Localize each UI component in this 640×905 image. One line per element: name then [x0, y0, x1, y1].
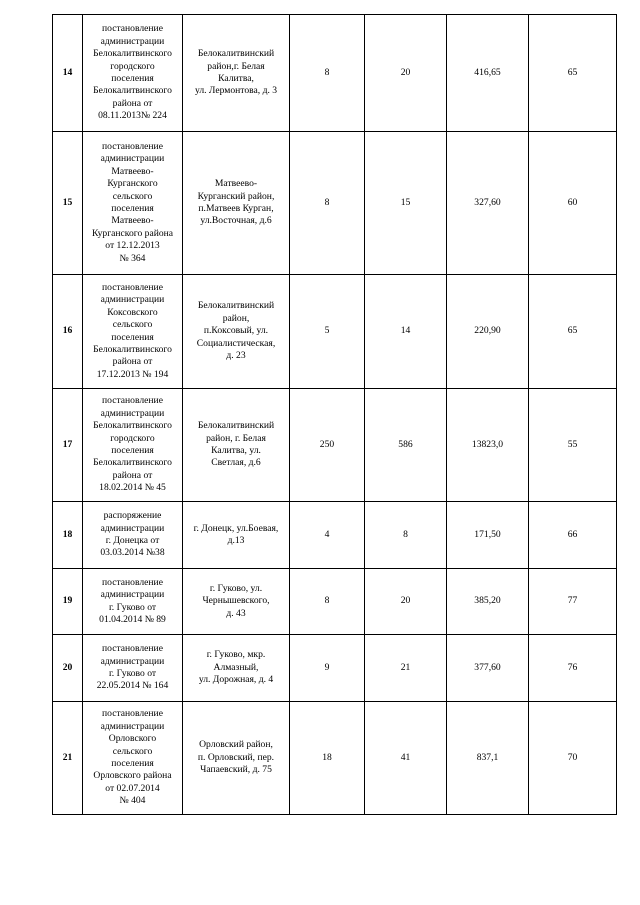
- row-number: 21: [53, 702, 83, 815]
- document-ref: постановление администрации Коксовского сельского поселения Белокалитвинского района от 17.12.2013 № 194: [83, 275, 183, 389]
- address: г. Донецк, ул.Боевая, д.13: [183, 502, 290, 569]
- area: 13823,0: [447, 389, 529, 502]
- table-row: [53, 132, 617, 275]
- row-number: 18: [53, 502, 83, 569]
- count-2: 21: [365, 635, 447, 702]
- address: г. Гуково, мкр. Алмазный, ул. Дорожная, д. 4: [183, 635, 290, 702]
- table-row: [53, 502, 617, 569]
- address: Матвеево- Курганский район, п.Матвеев Курган, ул.Восточная, д.6: [183, 132, 290, 275]
- percent: 65: [529, 275, 617, 389]
- document-ref: постановление администрации Орловского сельского поселения Орловского района от 02.07.2014 № 404: [83, 702, 183, 815]
- address: Белокалитвинский район, п.Коксовый, ул. Социалистическая, д. 23: [183, 275, 290, 389]
- count-1: 9: [290, 635, 365, 702]
- table-row: [53, 275, 617, 389]
- row-number: 20: [53, 635, 83, 702]
- count-2: 20: [365, 15, 447, 132]
- table-row: [53, 702, 617, 815]
- percent: 66: [529, 502, 617, 569]
- percent: 55: [529, 389, 617, 502]
- count-2: 20: [365, 569, 447, 635]
- table-row: [53, 389, 617, 502]
- area: 171,50: [447, 502, 529, 569]
- document-ref: распоряжение администрации г. Донецка от 03.03.2014 №38: [83, 502, 183, 569]
- address: Белокалитвинский район,г. Белая Калитва, ул. Лермонтова, д. 3: [183, 15, 290, 132]
- count-2: 41: [365, 702, 447, 815]
- address: Белокалитвинский район, г. Белая Калитва, ул. Светлая, д.6: [183, 389, 290, 502]
- address: г. Гуково, ул. Чернышевского, д. 43: [183, 569, 290, 635]
- count-2: 15: [365, 132, 447, 275]
- count-1: 8: [290, 569, 365, 635]
- row-number: 19: [53, 569, 83, 635]
- area: 385,20: [447, 569, 529, 635]
- count-1: 8: [290, 132, 365, 275]
- area: 837,1: [447, 702, 529, 815]
- count-2: 586: [365, 389, 447, 502]
- table-row: [53, 635, 617, 702]
- row-number: 15: [53, 132, 83, 275]
- count-1: 250: [290, 389, 365, 502]
- row-number: 16: [53, 275, 83, 389]
- row-number: 17: [53, 389, 83, 502]
- percent: 77: [529, 569, 617, 635]
- count-2: 8: [365, 502, 447, 569]
- area: 220,90: [447, 275, 529, 389]
- count-2: 14: [365, 275, 447, 389]
- document-ref: постановление администрации Матвеево- Курганского сельского поселения Матвеево- Курганского района от 12.12.2013 № 364: [83, 132, 183, 275]
- registry-table: [52, 14, 617, 815]
- document-ref: постановление администрации Белокалитвинского городского поселения Белокалитвинского района от 18.02.2014 № 45: [83, 389, 183, 502]
- percent: 70: [529, 702, 617, 815]
- percent: 60: [529, 132, 617, 275]
- count-1: 18: [290, 702, 365, 815]
- area: 327,60: [447, 132, 529, 275]
- area: 377,60: [447, 635, 529, 702]
- count-1: 8: [290, 15, 365, 132]
- row-number: 14: [53, 15, 83, 132]
- count-1: 5: [290, 275, 365, 389]
- document-ref: постановление администрации г. Гуково от 01.04.2014 № 89: [83, 569, 183, 635]
- area: 416,65: [447, 15, 529, 132]
- address: Орловский район, п. Орловский, пер. Чапаевский, д. 75: [183, 702, 290, 815]
- table-row: [53, 569, 617, 635]
- document-ref: постановление администрации г. Гуково от 22.05.2014 № 164: [83, 635, 183, 702]
- percent: 76: [529, 635, 617, 702]
- document-ref: постановление администрации Белокалитвинского городского поселения Белокалитвинского района от 08.11.2013№ 224: [83, 15, 183, 132]
- table-row: [53, 15, 617, 132]
- percent: 65: [529, 15, 617, 132]
- count-1: 4: [290, 502, 365, 569]
